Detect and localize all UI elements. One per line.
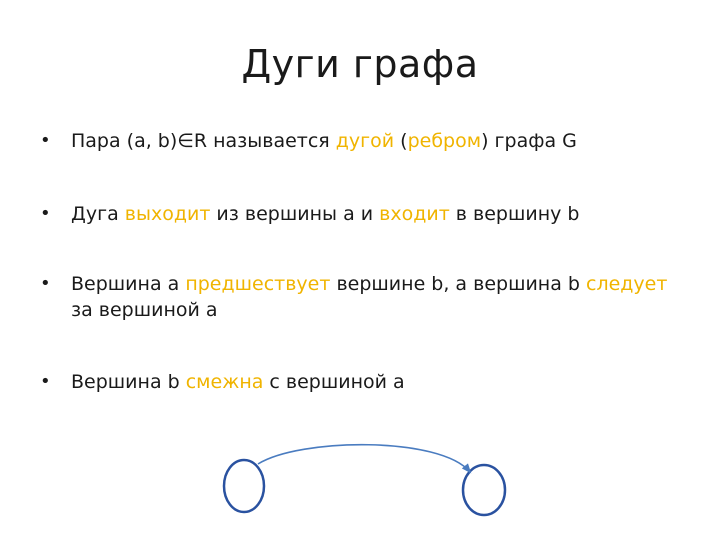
element-of-symbol: ∈ bbox=[177, 130, 194, 152]
highlight-term: смежна bbox=[185, 371, 264, 393]
highlight-term: следует bbox=[586, 273, 668, 295]
text-run: R называется bbox=[193, 130, 336, 152]
text-run: ( bbox=[394, 130, 408, 152]
slide-title: Дуги графа bbox=[241, 42, 479, 86]
highlight-term: выходит bbox=[124, 203, 211, 225]
text-run: ) графа G bbox=[481, 130, 577, 152]
bullet-dot: • bbox=[40, 130, 51, 151]
highlight-term: предшествует bbox=[185, 273, 331, 295]
text-run: в вершину b bbox=[449, 203, 580, 225]
text-run: Пара (a, b) bbox=[71, 130, 178, 152]
text-run: за вершиной a bbox=[71, 299, 218, 321]
text-run: с вершиной a bbox=[263, 371, 405, 393]
bullet-dot: • bbox=[40, 273, 51, 294]
highlight-term: входит bbox=[379, 203, 450, 225]
text-run: из вершины a и bbox=[210, 203, 380, 225]
highlight-term: дугой bbox=[335, 130, 395, 152]
bullet-dot: • bbox=[40, 203, 51, 224]
highlight-term: ребром bbox=[407, 130, 482, 152]
bullet-dot: • bbox=[40, 371, 51, 392]
graph-node-a bbox=[224, 460, 264, 512]
graph-node-b bbox=[463, 465, 505, 515]
text-run: Дуга bbox=[71, 203, 125, 225]
text-run: вершине b, a вершина b bbox=[330, 273, 587, 295]
text-run: Вершина b bbox=[71, 371, 186, 393]
graph-arc-a-to-b bbox=[258, 445, 470, 472]
text-run: Вершина a bbox=[71, 273, 186, 295]
